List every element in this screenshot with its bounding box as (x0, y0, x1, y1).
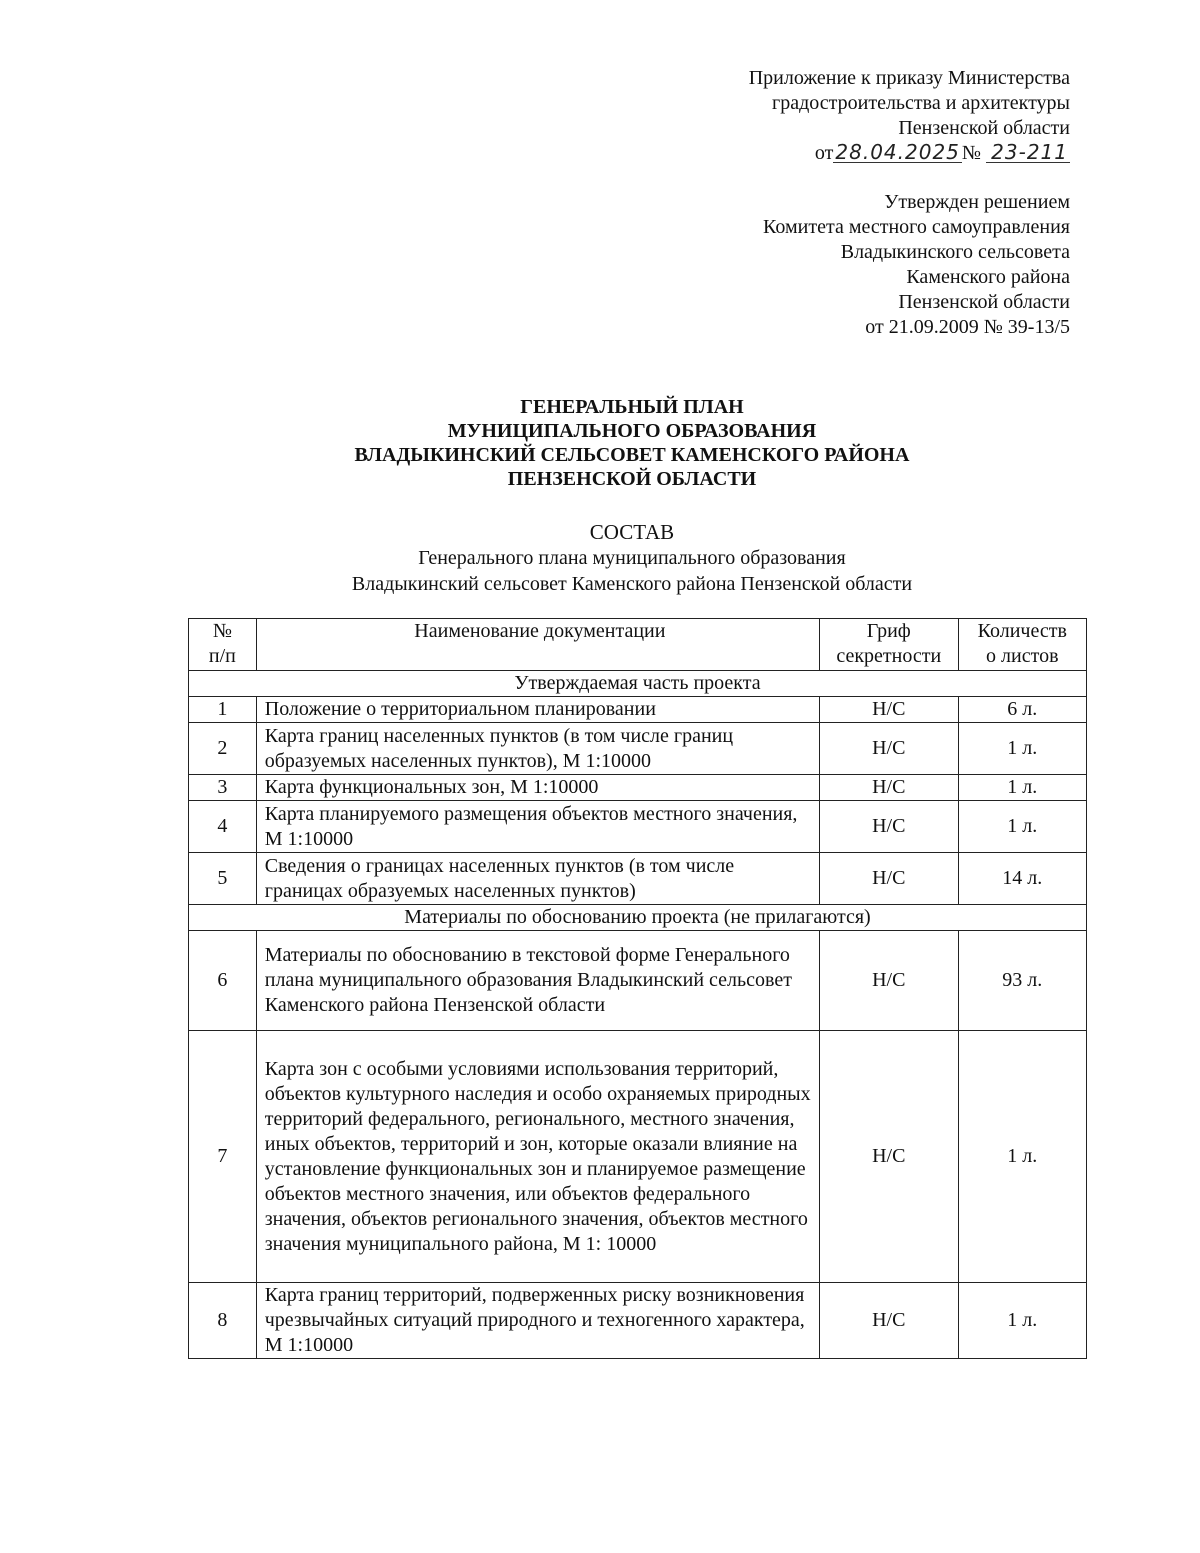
row-name: Карта планируемого размещения объектов местного значения, М 1:10000 (256, 801, 819, 853)
order-date-line (815, 141, 1070, 166)
row-qty: 6 л. (958, 697, 1086, 723)
row-qty: 1 л. (958, 723, 1086, 775)
title-line: МУНИЦИПАЛЬНОГО ОБРАЗОВАНИЯ (447, 420, 817, 442)
documentation-table (188, 618, 1087, 1359)
appendix-line: Приложение к приказу Министерства (748, 67, 1070, 89)
header-num-line: № (212, 620, 232, 642)
row-grif: Н/С (820, 775, 959, 801)
table-row (189, 697, 1087, 723)
row-num: 4 (189, 801, 257, 853)
title-line: ГЕНЕРАЛЬНЫЙ ПЛАН (520, 396, 744, 418)
row-name: Карта функциональных зон, М 1:10000 (256, 775, 819, 801)
row-name: Сведения о границах населенных пунктов (в том числе границах образуемых населенных пунктов) (256, 853, 819, 905)
table-row (189, 853, 1087, 905)
table-row (189, 1283, 1087, 1359)
number-label: № (961, 142, 981, 164)
table-row (189, 931, 1087, 1031)
row-qty: 14 л. (958, 853, 1086, 905)
row-num: 6 (189, 931, 257, 1031)
title-line: ВЛАДЫКИНСКИЙ СЕЛЬСОВЕТ КАМЕНСКОГО РАЙОНА (354, 444, 910, 466)
header-qty (958, 619, 1086, 671)
row-num: 5 (189, 853, 257, 905)
subtitle-line: Владыкинский сельсовет Каменского района Пензенской области (351, 573, 913, 595)
row-qty: 1 л. (958, 1283, 1086, 1359)
approval-line: Пензенской области (898, 291, 1070, 313)
section-title: Утверждаемая часть проекта (189, 671, 1087, 697)
table-row (189, 801, 1087, 853)
row-name: Карта границ территорий, подверженных риску возникновения чрезвычайных ситуаций природного и техногенного характера, М 1:10000 (256, 1283, 819, 1359)
approval-line: Владыкинского сельсовета (840, 241, 1070, 263)
composition-label: СОСТАВ (589, 520, 675, 544)
from-label: от (814, 142, 834, 164)
header-num (189, 619, 257, 671)
table-row (189, 775, 1087, 801)
row-name: Карта границ населенных пунктов (в том числе границ образуемых населенных пунктов), М 1:10000 (256, 723, 819, 775)
row-num: 2 (189, 723, 257, 775)
row-qty: 1 л. (958, 801, 1086, 853)
row-qty: 1 л. (958, 1031, 1086, 1283)
row-grif: Н/С (820, 697, 959, 723)
subtitle-line: Генерального плана муниципального образования (418, 547, 846, 569)
appendix-line: градостроительства и архитектуры (772, 92, 1070, 114)
header-grif-line: Гриф (866, 620, 911, 642)
header-grif-line: секретности (836, 645, 942, 667)
table-row (189, 1031, 1087, 1283)
approval-block (763, 190, 1070, 340)
row-grif: Н/С (820, 931, 959, 1031)
row-qty: 93 л. (958, 931, 1086, 1031)
row-num: 1 (189, 697, 257, 723)
table-header-row (189, 619, 1087, 671)
header-qty-line: о листов (986, 645, 1059, 667)
header-grif (820, 619, 959, 671)
table-row (189, 723, 1087, 775)
row-grif: Н/С (820, 801, 959, 853)
row-num: 8 (189, 1283, 257, 1359)
approval-line: Комитета местного самоуправления (763, 216, 1070, 238)
header-qty-line: Количеств (977, 620, 1067, 642)
handwritten-date: 28.04.2025 (835, 140, 960, 164)
document-title (0, 395, 1200, 491)
row-grif: Н/С (820, 1283, 959, 1359)
composition-heading (0, 519, 1200, 597)
row-num: 3 (189, 775, 257, 801)
row-grif: Н/С (820, 853, 959, 905)
row-qty: 1 л. (958, 775, 1086, 801)
row-grif: Н/С (820, 723, 959, 775)
title-line: ПЕНЗЕНСКОЙ ОБЛАСТИ (507, 468, 757, 490)
header-name: Наименование документации (256, 619, 819, 671)
row-num: 7 (189, 1031, 257, 1283)
approval-line: Утвержден решением (884, 191, 1070, 213)
header-num-line: п/п (208, 645, 236, 667)
appendix-header (749, 66, 1070, 166)
section-row (189, 671, 1087, 697)
row-name: Карта зон с особыми условиями использования территорий, объектов культурного наследия и особо охраняемых природных территорий федерального, регионального, местного значения, иных объектов, территорий и зон, которые оказали влияние на установление функциональных зон и планируемое размещение объектов местного значения, или объектов федерального значения, объектов регионального значения, объектов местного значения муниципального района, М 1: 10000 (256, 1031, 819, 1283)
appendix-line: Пензенской области (898, 117, 1070, 139)
approval-line: Каменского района (906, 266, 1070, 288)
approval-line: от 21.09.2009 № 39-13/5 (865, 316, 1070, 338)
row-grif: Н/С (820, 1031, 959, 1283)
section-title: Материалы по обоснованию проекта (не прилагаются) (189, 905, 1087, 931)
handwritten-number: 23-211 (986, 142, 1070, 163)
row-name: Положение о территориальном планировании (256, 697, 819, 723)
section-row (189, 905, 1087, 931)
row-name: Материалы по обоснованию в текстовой форме Генерального плана муниципального образования Владыкинский сельсовет Каменского района Пензенской области (256, 931, 819, 1031)
